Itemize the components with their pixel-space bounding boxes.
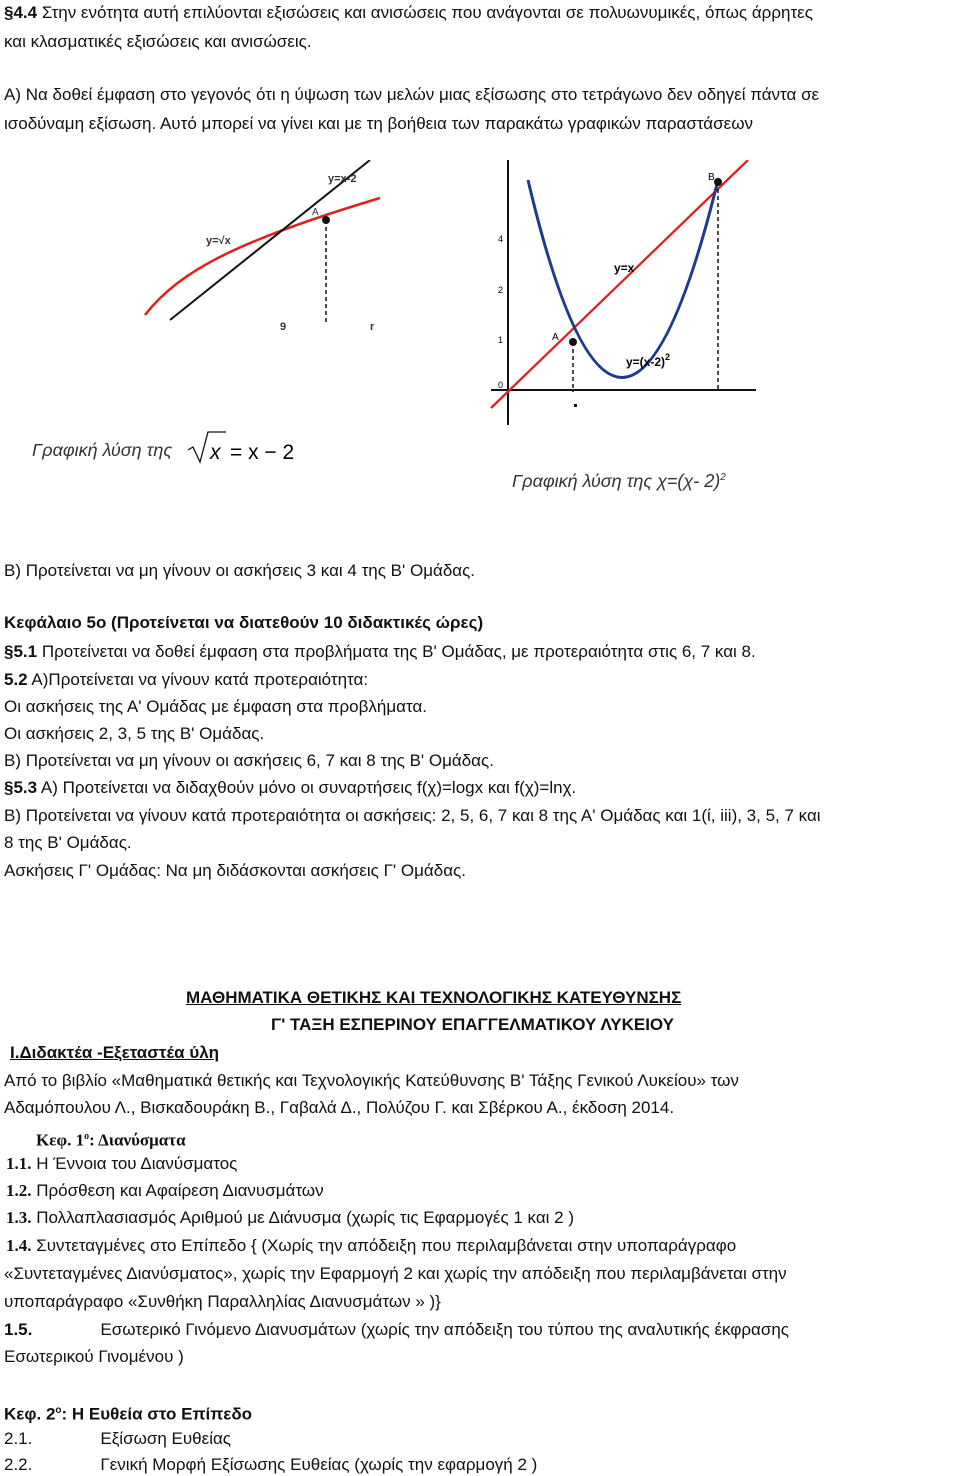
section-5-2-line2: Οι ασκήσεις 2, 3, 5 της Β' Ομάδας. xyxy=(4,724,265,743)
section-4-4-line2: και κλασματικές εξισώσεις και ανισώσεις. xyxy=(4,32,312,51)
section-4-4-line1 xyxy=(4,2,813,24)
section-5-1: §5.1 Προτείνεται να δοθεί έμφαση στα προβλήματα της Β' Ομάδας, με προτεραιότητα στις 6, 7 και 8. xyxy=(4,642,756,661)
section-5-2-line3: Β) Προτείνεται να μη γίνουν οι ασκήσεις 6, 7 και 8 της Β' Ομάδας. xyxy=(4,751,494,770)
list-item-1-2: 1.2. Πρόσθεση και Αφαίρεση Διανυσμάτων xyxy=(6,1181,324,1200)
list-item-1-5: 1.5. Εσωτερικό Γινόμενο Διανυσμάτων (χωρίς την απόδειξη του τύπου της αναλυτικής έκφρασης xyxy=(4,1320,789,1339)
y-tick-4: 4 xyxy=(498,234,504,244)
section-5-2: 5.2 Α)Προτείνεται να γίνουν κατά προτεραιότητα: xyxy=(4,670,369,689)
label-sqrt: y=√x xyxy=(206,235,231,247)
y-tick-2: 2 xyxy=(498,285,504,295)
sqrt-curve xyxy=(145,198,380,315)
y-tick-1: 1 xyxy=(498,335,504,345)
label-point-b: B xyxy=(708,172,715,183)
course-title-2: Γ' ΤΑΞΗ ΕΣΠΕΡΙΝΟΥ ΕΠΑΓΓΕΛΜΑΤΙΚΟΥ ΛΥΚΕΙΟΥ xyxy=(271,1015,675,1034)
section-text: Στην ενότητα αυτή επιλύονται εξισώσεις και ανισώσεις που ανάγονται σε πολυωνυμικές, όπως άρρητες xyxy=(37,3,813,22)
label-parabola: $y=(x-2)^2$ xyxy=(626,352,671,369)
parabola-curve xyxy=(528,180,718,378)
graph1-tick-r: r xyxy=(370,321,375,333)
label-line: y=x xyxy=(614,261,635,275)
section-5-3-b-line1: Β) Προτείνεται να γίνουν κατά προτεραιότητα οι ασκήσεις: 2, 5, 6, 7 και 8 της Α' Ομάδας και 1(ί, iii), 3, 5, 7 και xyxy=(4,806,821,825)
graph1-equation xyxy=(186,430,316,470)
label-point-a: A xyxy=(312,207,319,218)
list-item-1-1: 1.1. Η Έννοια του Διανύσματος xyxy=(6,1154,238,1173)
chapter-2-heading: Κεφ. $2^o$: Η Ευθεία στο Επίπεδο xyxy=(4,1404,253,1424)
list-item-2-1: 2.1. Εξίσωση Ευθείας xyxy=(4,1429,231,1448)
graph1-tick-9: 9 xyxy=(280,321,287,333)
dot-marker xyxy=(574,404,577,407)
section-symbol: § xyxy=(4,3,14,22)
equation-x: x xyxy=(210,441,221,464)
list-item-2-2: 2.2. Γενική Μορφή Εξίσωσης Ευθείας (χωρίς την εφαρμογή 2 ) xyxy=(4,1455,538,1474)
section-number: 4.4 xyxy=(13,3,38,22)
list-item-1-3: 1.3. Πολλαπλασιασμός Αριθμού με Διάνυσμα (χωρίς τις Εφαρμογές 1 και 2 ) xyxy=(6,1208,575,1227)
syllabus-heading: Ι.Διδακτέα -Εξεταστέα ύλη xyxy=(10,1043,220,1062)
label-point-a: A xyxy=(552,332,559,343)
section-5-3-b-line2: 8 της Β' Ομάδας. xyxy=(4,833,132,852)
equation-rest: = x − 2 xyxy=(230,441,295,464)
line-y-eq-x xyxy=(491,160,748,408)
label-line: y=x-2 xyxy=(328,173,357,185)
chapter-1-heading: Κεφ. $1^o$: Διανύσματα xyxy=(36,1130,186,1150)
book-line-2: Αδαμόπουλου Λ., Βισκαδουράκη Β., Γαβαλά Δ., Πολύζου Γ. και Σβέρκου Α., έκδοση 2014. xyxy=(4,1098,675,1117)
list-item-1-4-line3: υποπαράγραφο «Συνθήκη Παραλληλίας Διανυσμάτων » )} xyxy=(4,1292,441,1311)
section-5-3: §5.3 Α) Προτείνεται να διδαχθούν μόνο οι συναρτήσεις f(χ)=logx και f(χ)=lnχ. xyxy=(4,778,577,797)
section-4-4-b: Β) Προτείνεται να μη γίνουν οι ασκήσεις 3 και 4 της Β' Ομάδας. xyxy=(4,561,476,580)
section-4-4-a-line1: Α) Να δοθεί έμφαση στο γεγονός ότι η ύψωση των μελών μιας εξίσωσης στο τετράγωνο δεν οδηγεί πάντα σε xyxy=(4,85,820,104)
course-title-1: ΜΑΘΗΜΑΤΙΚΑ ΘΕΤΙΚΗΣ ΚΑΙ ΤΕΧΝΟΛΟΓΙΚΗΣ ΚΑΤΕΥΘΥΝΣΗΣ xyxy=(186,988,682,1007)
graph1-caption: Γραφική λύση της xyxy=(32,440,173,460)
section-5-2-line1: Οι ασκήσεις της Α' Ομάδας με έμφαση στα προβλήματα. xyxy=(4,697,428,716)
book-line-1: Από το βιβλίο «Μαθηματικά θετικής και Τεχνολογικής Κατεύθυνσης Β' Τάξης Γενικού Λυκείου» των xyxy=(4,1071,739,1090)
graph-parabola xyxy=(486,160,756,430)
list-item-1-4-line2: «Συντεταγμένες Διανύσματος», χωρίς την Εφαρμογή 2 και χωρίς την απόδειξη που περιλαμβάνεται στην xyxy=(4,1264,787,1283)
y-tick-0: 0 xyxy=(498,380,504,390)
chapter-5-heading: Κεφάλαιο 5ο (Προτείνεται να διατεθούν 10 διδακτικές ώρες) xyxy=(4,613,484,632)
list-item-1-5-line2: Εσωτερικού Γινομένου ) xyxy=(4,1347,184,1366)
section-4-4-a-line2: ισοδύναμη εξίσωση. Αυτό μπορεί να γίνει και με τη βοήθεια των παρακάτω γραφικών παραστάσεων xyxy=(4,114,753,133)
list-item-1-4: 1.4. Συντεταγμένες στο Επίπεδο { (Χωρίς την απόδειξη που περιλαμβάνεται στην υποπαράγραφο xyxy=(6,1236,737,1255)
graph-sqrt-x xyxy=(140,160,390,325)
graph2-caption: Γραφική λύση της χ=(χ- 2)$^2$ xyxy=(512,471,726,491)
section-5-3-c: Ασκήσεις Γ' Ομάδας: Να μη διδάσκονται ασκήσεις Γ' Ομάδας. xyxy=(4,861,466,880)
